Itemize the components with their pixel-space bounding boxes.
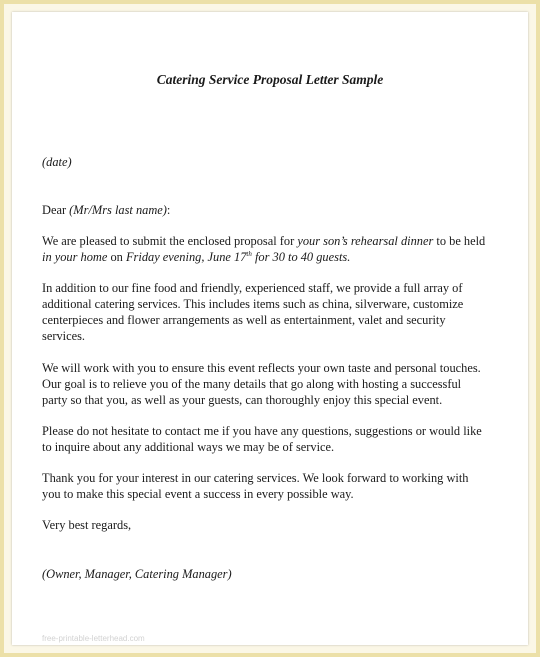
- closing: Very best regards,: [42, 518, 132, 532]
- p5-line: you to make this special event a success in every possible way.: [42, 487, 354, 501]
- paragraph-intro: [42, 233, 502, 265]
- paragraph-thanks: [42, 470, 502, 502]
- p1-guest-count: for 30 to 40 guests.: [251, 250, 351, 264]
- p2-line: additional catering services. This includes items such as china, silverware, customize: [42, 297, 464, 311]
- watermark-text: free-printable-letterhead.com: [42, 634, 145, 643]
- p3-line: We will work with you to ensure this event reflects your own taste and personal touches.: [42, 361, 481, 375]
- p1-text-c: to be held: [433, 234, 486, 248]
- p4-line: Please do not hesitate to contact me if you have any questions, suggestions or would like: [42, 424, 482, 438]
- salutation-prefix: Dear: [42, 203, 70, 217]
- date-placeholder: (date): [42, 155, 72, 169]
- p3-line: Our goal is to relieve you of the many details that go along with hosting a successful: [42, 377, 462, 391]
- salutation: [42, 202, 502, 218]
- p1-location: in your home: [42, 250, 108, 264]
- p1-date: Friday evening, June 17: [125, 250, 247, 264]
- paragraph-contact: [42, 423, 502, 455]
- paragraph-goal: [42, 360, 502, 408]
- document-title: Catering Service Proposal Letter Sample: [156, 72, 384, 87]
- p1-event-name: your son’s rehearsal dinner: [297, 234, 434, 248]
- paragraph-services: [42, 280, 502, 344]
- p5-line: Thank you for your interest in our catering services. We look forward to working with: [42, 471, 469, 485]
- letter-page: [12, 12, 528, 645]
- p3-line: party so that you, as well as your guests, can thoroughly enjoy this special event.: [42, 393, 443, 407]
- p2-line: In addition to our fine food and friendly, experienced staff, we provide a full array of: [42, 281, 463, 295]
- p2-line: services.: [42, 329, 86, 343]
- signature-placeholder: (Owner, Manager, Catering Manager): [42, 567, 232, 581]
- salutation-name: (Mr/Mrs last name): [69, 203, 167, 217]
- p1-date-suffix: th: [246, 249, 252, 258]
- p2-line: centerpieces and flower arrangements as well as entertainment, valet and security: [42, 313, 446, 327]
- p1-text-a: We are pleased to submit the enclosed proposal for: [42, 234, 298, 248]
- salutation-suffix: :: [166, 203, 171, 217]
- p1-text-e: on: [107, 250, 126, 264]
- p4-line: to inquire about any additional ways we may be of service.: [42, 440, 335, 454]
